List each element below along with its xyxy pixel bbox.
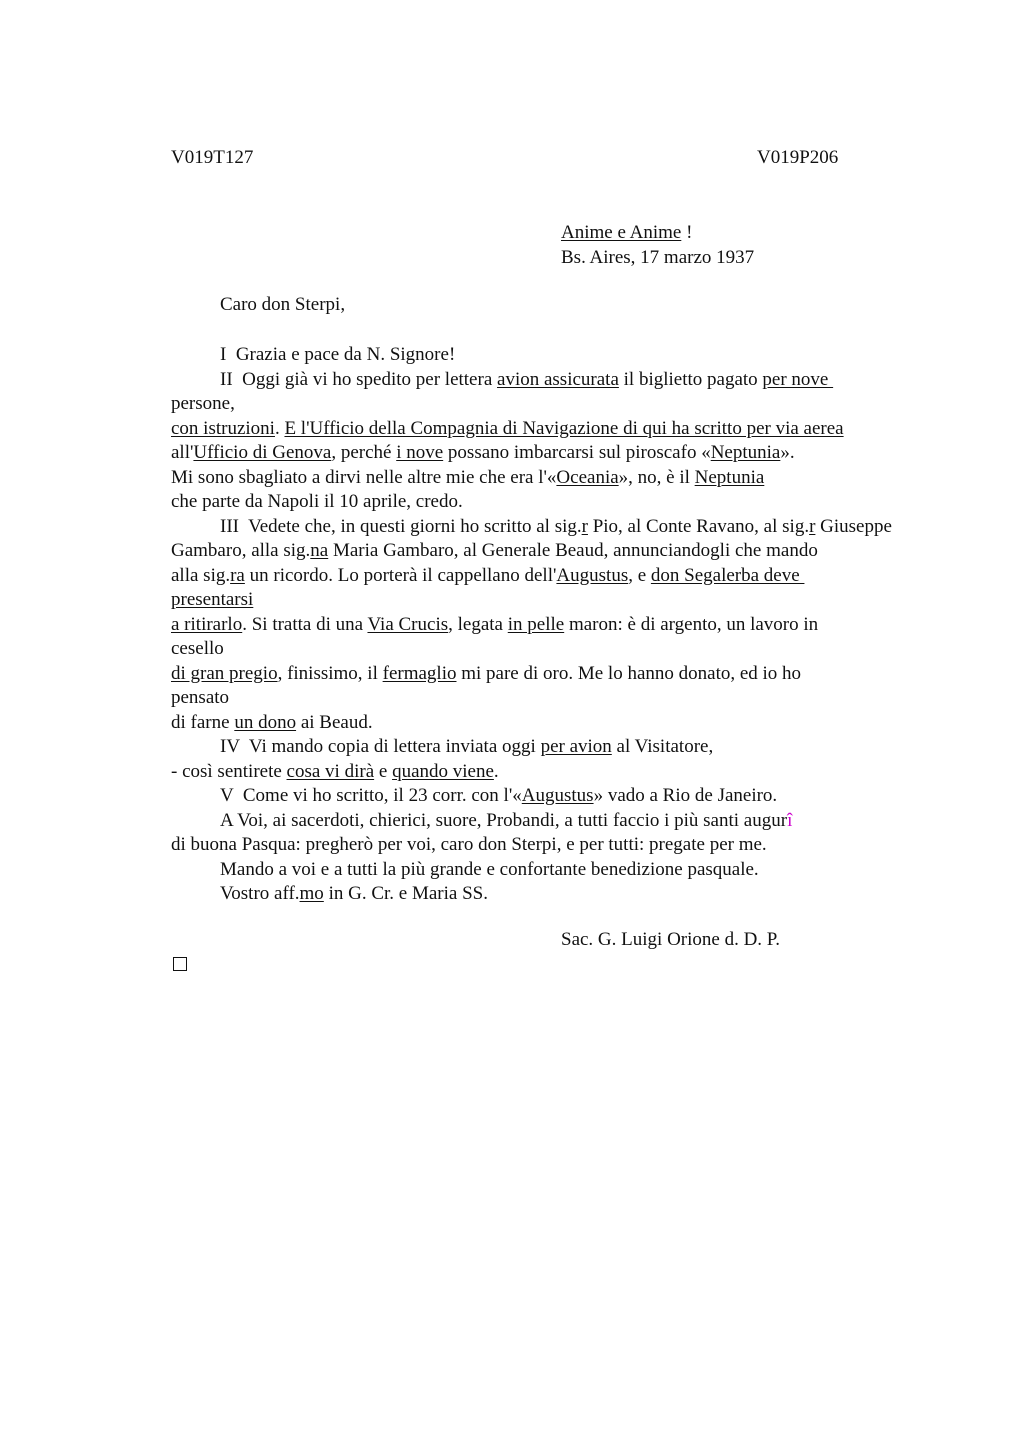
underlined-text: ra <box>230 564 245 586</box>
end-box-marker <box>173 957 187 971</box>
body-line <box>171 809 991 834</box>
body-text: . <box>493 760 499 782</box>
letter-body <box>171 343 991 907</box>
underlined-text: di gran pregio <box>171 662 278 684</box>
body-text: in G. Cr. e Maria SS. <box>323 883 488 904</box>
underlined-text: Oceania <box>556 466 619 488</box>
body-text: , e <box>628 564 651 586</box>
body-line <box>171 539 991 564</box>
body-line <box>171 515 991 540</box>
heading-title: Anime e Anime <box>561 222 682 243</box>
body-line <box>171 686 991 711</box>
underlined-text: Via Crucis <box>367 613 449 635</box>
underlined-text: E l'Ufficio della Compagnia di Navigazione di qui ha scritto per via aerea <box>284 417 844 439</box>
signature: Sac. G. Luigi Orione d. D. P. <box>561 929 781 950</box>
body-text: I Grazia e pace da N. Signore! <box>220 344 456 365</box>
underlined-text: Augustus <box>521 785 594 806</box>
body-text: di farne <box>171 711 235 733</box>
body-text: , finissimo, il <box>277 662 383 684</box>
underlined-text: i nove <box>396 442 444 463</box>
underlined-text: avion assicurata <box>497 368 619 390</box>
underlined-text: Augustus <box>556 564 629 586</box>
body-line <box>171 392 991 417</box>
place-date: Bs. Aires, 17 marzo 1937 <box>561 246 755 268</box>
body-text: III Vedete che, in questi giorni ho scritto al sig. <box>220 515 582 537</box>
body-text: cesello <box>171 638 224 659</box>
body-text: mi pare di oro. Me lo hanno donato, ed io ho <box>456 662 802 684</box>
underlined-text: in pelle <box>507 613 565 635</box>
body-line <box>171 735 991 760</box>
underlined-text: Neptunia <box>694 466 765 488</box>
underlined-text: fermaglio <box>382 662 457 684</box>
body-text: , legata <box>448 613 508 635</box>
underlined-text: mo <box>299 883 324 904</box>
body-text: che parte da Napoli il 10 aprile, credo. <box>171 491 463 512</box>
underlined-text: per avion <box>540 736 612 757</box>
body-line <box>171 368 991 393</box>
body-line <box>171 441 991 466</box>
body-text: e <box>374 760 393 782</box>
body-text: all' <box>171 442 194 463</box>
body-text: A Voi, ai sacerdoti, chierici, suore, Probandi, a tutti faccio i più santi augur <box>220 809 788 831</box>
body-text: IV Vi mando copia di lettera inviata oggi <box>220 736 541 757</box>
body-text: al Visitatore, <box>611 736 714 757</box>
salutation: Caro don Sterpi, <box>220 294 346 315</box>
underlined-text: con istruzioni <box>171 417 275 439</box>
body-line <box>171 588 991 613</box>
body-line <box>171 784 991 809</box>
highlighted-char: î <box>787 809 793 831</box>
body-text: Pio, al Conte Ravano, al sig. <box>587 515 810 537</box>
body-text: Mi sono sbagliato a dirvi nelle altre mie che era l'« <box>171 466 557 488</box>
body-text: » vado a Rio de Janeiro. <box>593 785 778 806</box>
body-line <box>171 858 991 883</box>
body-line <box>171 564 991 589</box>
body-text: Vostro aff. <box>220 883 300 904</box>
body-text: II Oggi già vi ho spedito per lettera <box>220 368 498 390</box>
underlined-text: r <box>809 515 816 537</box>
body-text: pensato <box>171 687 230 708</box>
body-line <box>171 637 991 662</box>
body-text: V Come vi ho scritto, il 23 corr. con l'« <box>220 785 522 806</box>
letter-heading <box>561 221 754 270</box>
underlined-text: don Segalerba deve <box>650 564 805 586</box>
body-line <box>171 662 991 687</box>
body-text: . Si tratta di una <box>242 613 368 635</box>
body-text: alla sig. <box>171 564 231 586</box>
body-line <box>171 466 991 491</box>
body-text: un ricordo. Lo porterà il cappellano dell' <box>244 564 557 586</box>
body-text: il biglietto pagato <box>618 368 763 390</box>
body-text: , perché <box>331 442 397 463</box>
body-line <box>171 343 991 368</box>
body-text: Mando a voi e a tutti la più grande e confortante benedizione pasquale. <box>220 858 759 880</box>
underlined-text: Neptunia <box>710 442 781 463</box>
body-text: Gambaro, alla sig. <box>171 540 311 561</box>
underlined-text: na <box>310 540 329 561</box>
body-line <box>171 417 991 442</box>
body-line <box>171 711 991 736</box>
body-text: Maria Gambaro, al Generale Beaud, annunciandogli che mando <box>328 540 818 561</box>
document-reference-left: V019T127 <box>171 147 254 168</box>
underlined-text: a ritirarlo <box>171 613 243 635</box>
body-text: maron: è di argento, un lavoro in <box>564 613 819 635</box>
underlined-text: cosa vi dirà <box>286 760 375 782</box>
underlined-text: r <box>581 515 588 537</box>
body-text: di buona Pasqua: pregherò per voi, caro don Sterpi, e per tutti: pregate per me. <box>171 834 767 855</box>
body-text: Giuseppe <box>815 515 892 537</box>
body-text: persone, <box>171 393 235 414</box>
body-text: . <box>274 417 285 439</box>
body-text: possano imbarcarsi sul piroscafo « <box>443 442 711 463</box>
heading-title-suffix: ! <box>681 222 693 243</box>
body-line <box>171 760 991 785</box>
body-line <box>171 833 991 858</box>
underlined-text: quando viene <box>392 760 494 782</box>
body-line <box>171 882 991 907</box>
underlined-text: Ufficio di Genova <box>193 442 332 463</box>
underlined-text: per nove <box>762 368 834 390</box>
body-line <box>171 613 991 638</box>
body-text: », no, è il <box>618 466 695 488</box>
body-text: - così sentirete <box>171 760 287 782</box>
body-line <box>171 490 991 515</box>
body-text: ». <box>780 442 795 463</box>
body-text: ai Beaud. <box>296 711 373 733</box>
underlined-text: un dono <box>234 711 297 733</box>
document-reference-right: V019P206 <box>757 147 839 168</box>
underlined-text: presentarsi <box>171 589 254 610</box>
